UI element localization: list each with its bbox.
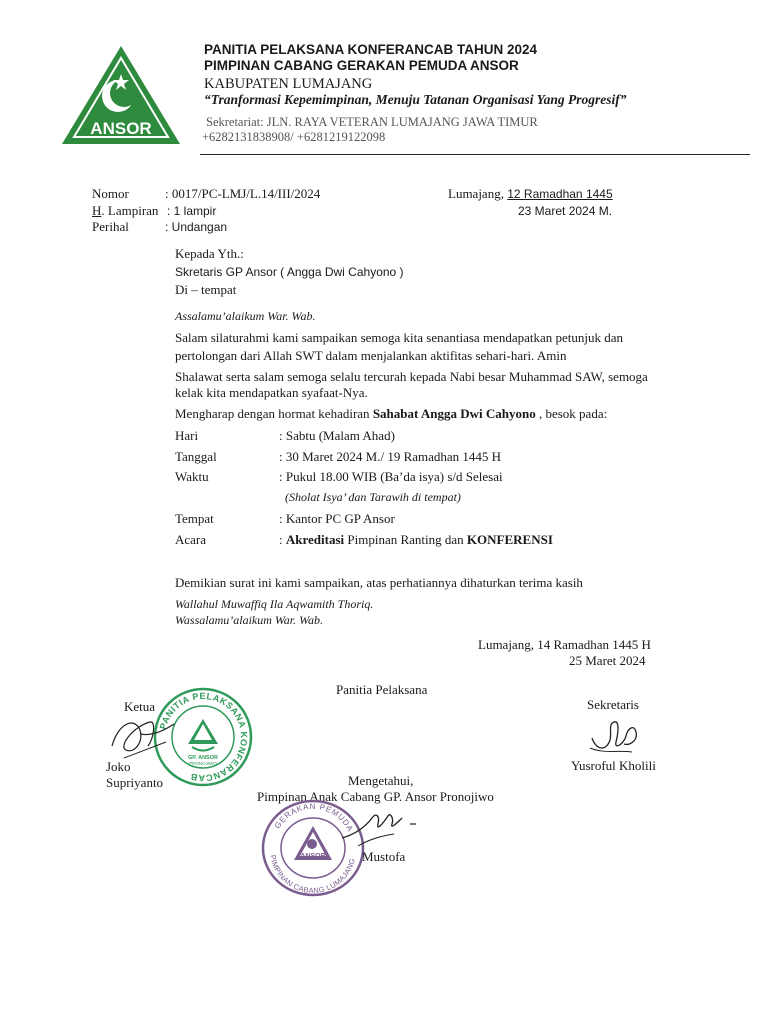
recipient-place: Di – tempat [175,282,237,297]
waktu-note: (Sholat Isya’ dan Tarawih di tempat) [285,490,461,504]
acara-value [279,532,553,548]
sekretaris-title: Sekretaris [587,697,639,712]
pac-label: Pimpinan Anak Cabang GP. Ansor Pronojiwo [257,789,494,804]
masehi-date: 23 Maret 2024 M. [518,204,613,218]
stamp2-center: ANSOR [300,853,326,860]
letterhead-address: Sekretariat: JLN. RAYA VETERAN LUMAJANG JAWA TIMUR [206,115,538,129]
tanggal-value: : 30 Maret 2024 M./ 19 Ramadhan 1445 H [279,449,502,464]
pac-name: Mustofa [362,849,406,864]
ketua-title: Ketua [124,699,156,714]
tempat-value: : Kantor PC GP Ansor [279,511,395,526]
perihal-value: : Undangan [165,220,228,234]
invite-name: Sahabat Angga Dwi Cahyono [372,406,536,421]
perihal-label: Perihal [92,219,129,234]
acara-bold2: KONFERENSI [466,532,553,547]
para1-line2: pertolongan dari Allah SWT dalam menjalankan aktifitas sehari-hari. Amin [175,348,567,363]
hari-label: Hari [175,428,199,443]
closing-line2: Wallahul Muwaffiq Ila Aqwamith Thoriq. [175,597,374,611]
ansor-logo [60,44,182,146]
greeting: Assalamu’alaikum War. Wab. [175,309,316,323]
para1-line1: Salam silaturahmi kami sampaikan semoga kita senantiasa mendapatkan petunjuk dan [175,330,624,345]
tempat-label: Tempat [175,511,214,526]
lampiran-label [92,203,158,219]
pac-signature [336,804,420,854]
stamp1-ring-text: PANITIA PELAKSANA KONFERANCAB [157,690,250,784]
letterhead-motto: “Tranformasi Kepemimpinan, Menuju Tatanan Organisasi Yang Progresif” [204,92,627,107]
logo-text: ANSOR [90,119,152,138]
hijri-date: 12 Ramadhan 1445 [507,187,613,201]
recipient-to: Kepada Yth.: [175,246,244,261]
sekretaris-signature [586,714,642,760]
sekretaris-name: Yusroful Kholili [571,758,656,773]
letterhead-line3: KABUPATEN LUMAJANG [204,76,373,92]
nomor-value: : 0017/PC-LMJ/L.14/III/2024 [165,186,321,201]
mengetahui-label: Mengetahui, [348,773,414,788]
stamp1-center1: GP. ANSOR [188,755,218,761]
acara-colon: : [279,532,286,547]
letterhead-phone: +6282131838908/ +6281219122098 [202,130,386,144]
stamp2-ring-top: GERAKAN PEMUDA [272,801,356,834]
letterhead-line1: PANITIA PELAKSANA KONFERANCAB TAHUN 2024 [204,42,538,57]
stamp2-ring-bottom: PIMPINAN CABANG LUMAJANG [268,854,358,896]
lampiran-value: : 1 lampir [167,204,217,218]
waktu-value: : Pukul 18.00 WIB (Ba’da isya) s/d Selesai [279,469,503,484]
nomor-label: Nomor [92,186,129,201]
para2-line1: Shalawat serta salam semoga selalu tercurah kepada Nabi besar Muhammad SAW, semoga [175,369,648,384]
stamp1-center2: PRONOJIWO [189,761,217,766]
letterhead-line2: PIMPINAN CABANG GERAKAN PEMUDA ANSOR [204,58,519,73]
closing-date1: Lumajang, 14 Ramadhan 1445 H [478,637,651,652]
acara-mid: Pimpinan Ranting dan [344,532,467,547]
ketua-name-2: Supriyanto [106,775,164,790]
invite-post: , besok pada: [535,406,608,421]
tanggal-label: Tanggal [175,449,217,464]
letterhead-divider [200,154,750,155]
recipient-name: Skretaris GP Ansor ( Angga Dwi Cahyono ) [175,265,404,279]
lampiran-rest: . Lampiran [101,203,159,218]
closing-date2: 25 Maret 2024 [569,653,646,668]
para2-line2: kelak kita mendapatkan syafaat-Nya. [175,385,368,400]
place-date [448,186,613,202]
place-prefix: Lumajang, [448,186,508,201]
invite-pre: Mengharap dengan hormat kehadiran [175,406,373,421]
acara-bold1: Akreditasi [285,532,345,547]
acara-label: Acara [175,532,207,547]
closing-line1: Demikian surat ini kami sampaikan, atas perhatiannya dihaturkan terima kasih [175,575,583,590]
hari-value: : Sabtu (Malam Ahad) [279,428,395,443]
invite-line [175,406,607,422]
committee-label: Panitia Pelaksana [336,682,428,697]
ketua-name-1: Joko [106,759,131,774]
waktu-label: Waktu [175,469,209,484]
closing-line3: Wassalamu’alaikum War. Wab. [175,613,324,627]
lampiran-h: H [92,203,102,218]
